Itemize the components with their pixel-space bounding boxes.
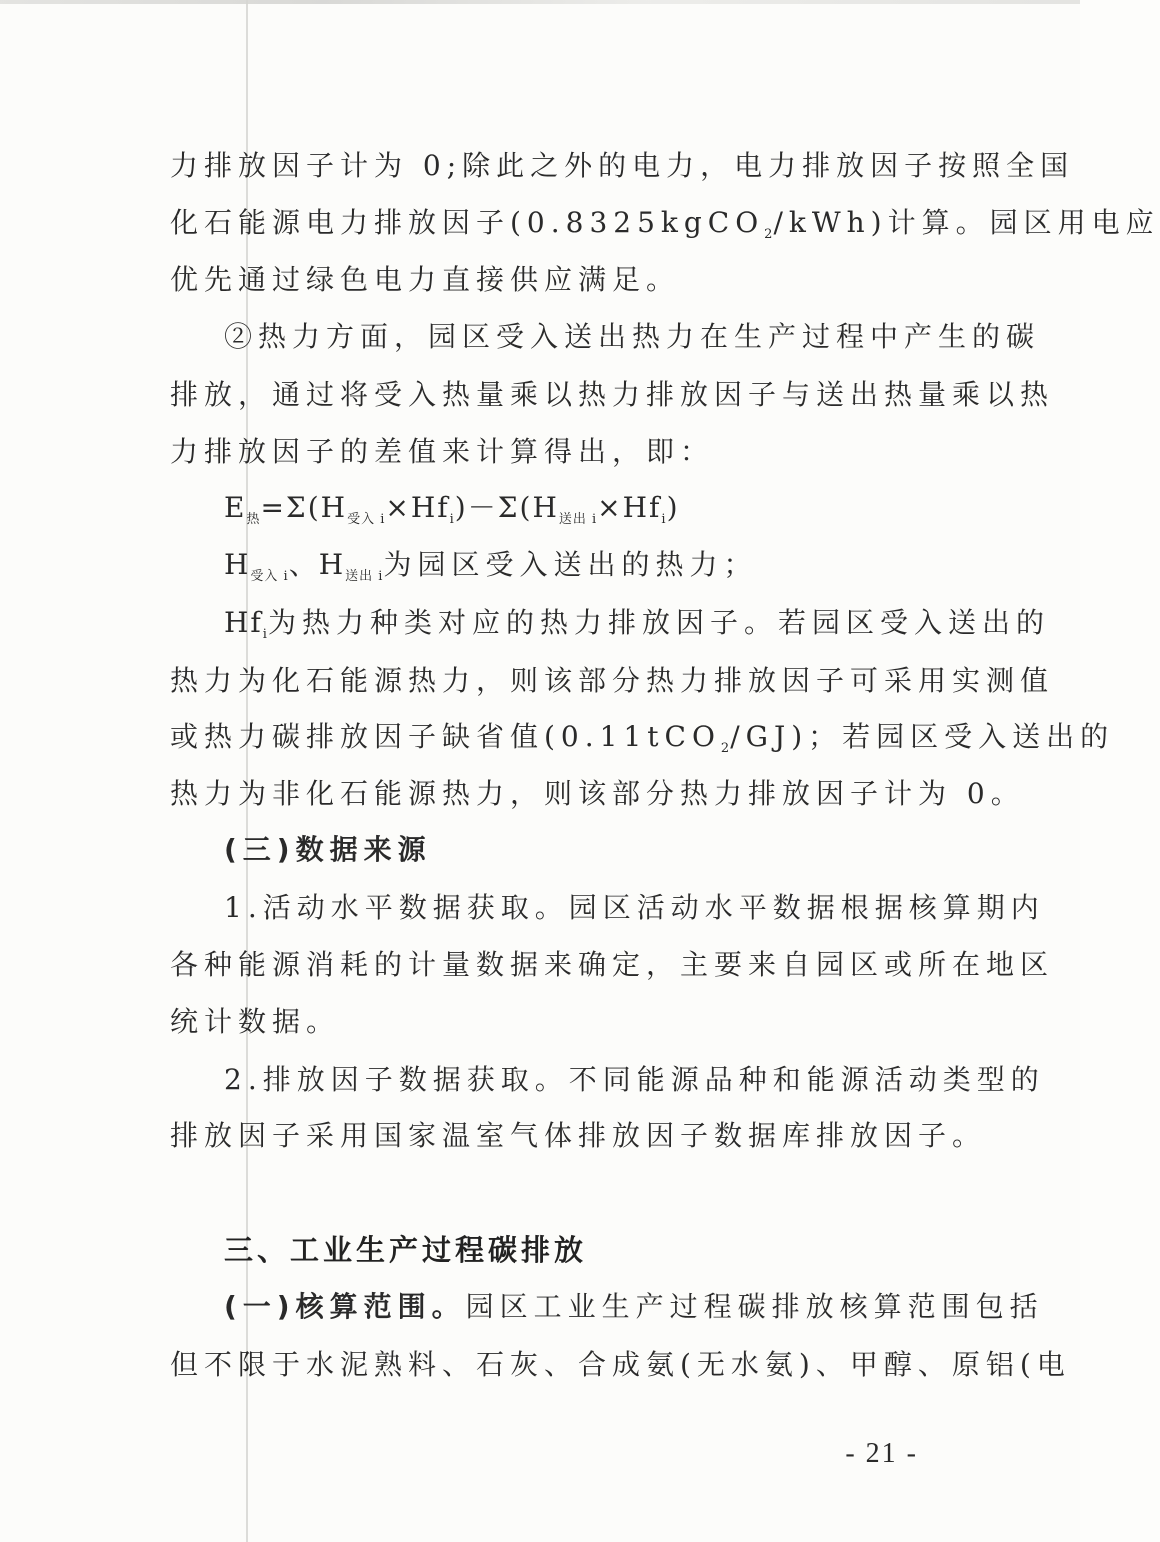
formula-subscript: 送出 i: [558, 512, 598, 527]
formula-subscript: 热: [246, 512, 261, 527]
text-line: 统计数据。: [170, 1005, 341, 1038]
scan-top-edge: [0, 0, 1080, 4]
text-line: [170, 720, 1115, 756]
formula-symbol: 、H: [288, 548, 346, 581]
text-run: /kWh)计算。园区用电应: [773, 206, 1160, 239]
formula-symbol: Hf: [224, 606, 263, 639]
text-run: 化石能源电力排放因子(0.8325kgCO: [170, 206, 765, 239]
formula-subscript: 受入 i: [347, 512, 386, 527]
text-run: 园区工业生产过程碳排放核算范围包括: [465, 1290, 1044, 1323]
formula-symbol: H: [224, 548, 251, 581]
co2-subscript: 2: [720, 741, 731, 756]
formula-symbol: )－Σ(H: [454, 491, 559, 524]
formula-subscript: i: [449, 512, 455, 527]
text-line: 热力为非化石能源热力，则该部分热力排放因子计为 0。: [170, 777, 1025, 810]
chapter-heading: 三、工业生产过程碳排放: [224, 1233, 588, 1267]
formula-subscript: 送出 i: [345, 569, 384, 584]
text-line: [224, 1290, 1044, 1323]
formula-subscript: i: [661, 512, 667, 527]
formula-symbol: ): [666, 491, 680, 524]
text-run: 为园区受入送出的热力；: [383, 548, 758, 581]
text-line: 但不限于水泥熟料、石灰、合成氨(无水氨)、甲醇、原铝(电: [170, 1348, 1071, 1381]
formula-symbol: ×Hf: [385, 491, 450, 524]
formula-definition: [224, 548, 758, 584]
text-line: [170, 206, 1160, 242]
formula-subscript: 受入 i: [250, 569, 289, 584]
text-line: ②热力方面，园区受入送出热力在生产过程中产生的碳: [224, 320, 1041, 353]
text-line: 各种能源消耗的计量数据来确定，主要来自园区或所在地区: [170, 948, 1055, 981]
text-run: 为热力种类对应的热力排放因子。若园区受入送出的: [267, 606, 1050, 639]
text-run: /GJ)；若园区受入送出的: [730, 720, 1115, 753]
text-line: 力排放因子的差值来计算得出，即：: [170, 435, 715, 468]
text-line: 排放，通过将受入热量乘以热力排放因子与送出热量乘以热: [170, 378, 1055, 411]
text-line: 排放因子采用国家温室气体排放因子数据库排放因子。: [170, 1119, 987, 1152]
formula-symbol: ×Hf: [597, 491, 662, 524]
page-number: - 21 -: [845, 1438, 918, 1469]
text-run: 或热力碳排放因子缺省值(0.11tCO: [170, 720, 721, 753]
text-line: 优先通过绿色电力直接供应满足。: [170, 263, 681, 296]
inline-heading: (一)核算范围。: [224, 1290, 466, 1323]
text-line: [224, 606, 1050, 642]
text-line: 力排放因子计为 0;除此之外的电力，电力排放因子按照全国: [170, 149, 1075, 182]
text-line: 热力为化石能源热力，则该部分热力排放因子可采用实测值: [170, 664, 1055, 697]
heat-emission-formula: [224, 491, 680, 527]
section-heading-data-sources: (三)数据来源: [224, 833, 432, 866]
formula-symbol: =Σ(H: [260, 491, 348, 524]
text-line: 1.活动水平数据获取。园区活动水平数据根据核算期内: [224, 891, 1045, 924]
co2-subscript: 2: [764, 227, 774, 242]
formula-subscript: i: [262, 627, 268, 642]
formula-symbol: E: [224, 491, 247, 524]
text-line: 2.排放因子数据获取。不同能源品种和能源活动类型的: [224, 1063, 1045, 1096]
